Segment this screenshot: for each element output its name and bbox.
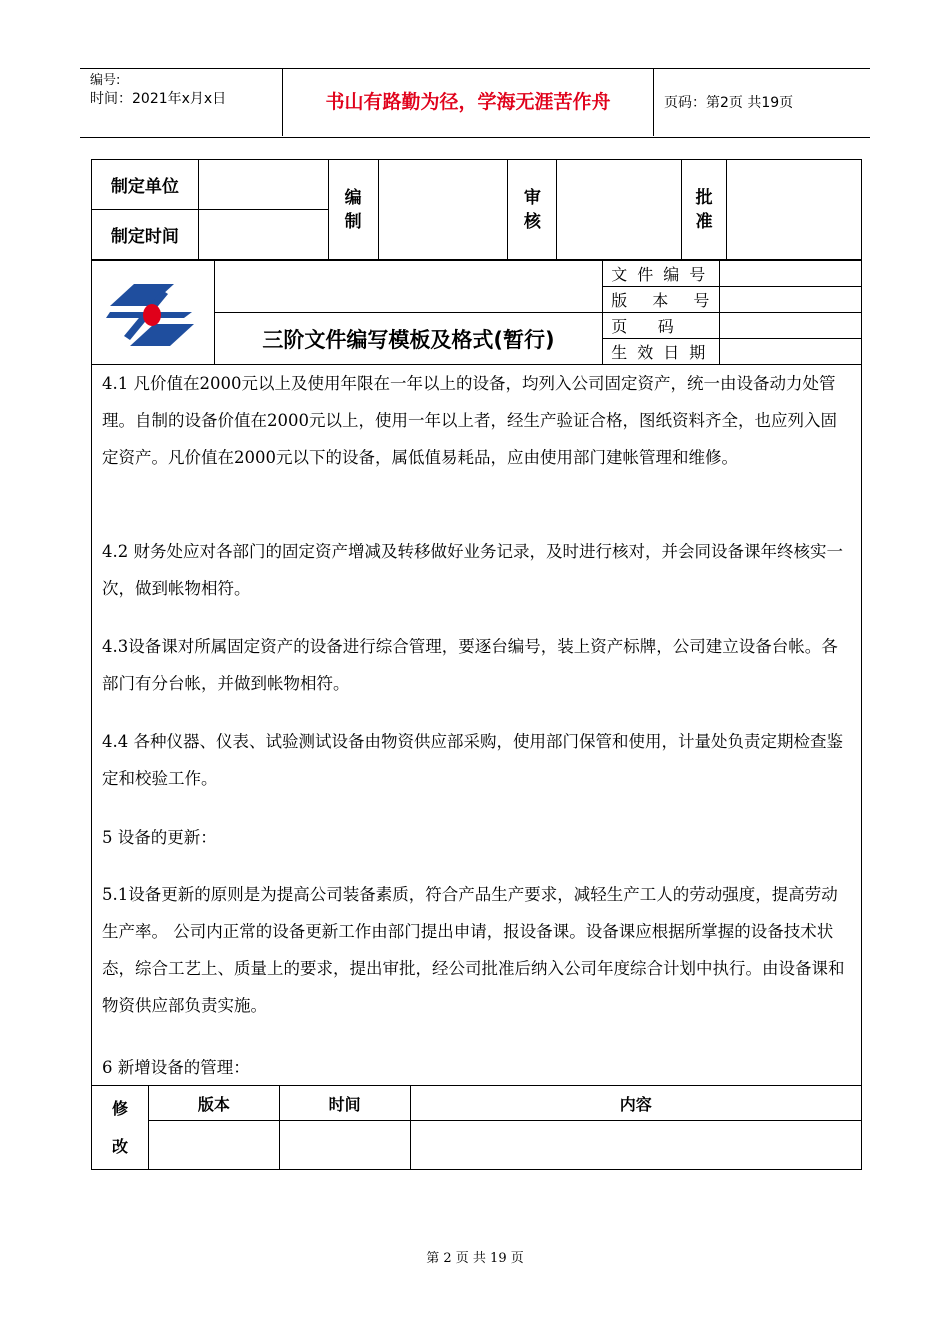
paragraph-4-4: 4.4 各种仪器、仪表、试验测试设备由物资供应部采购，使用部门保管和使用，计量处负责定期检查鉴定和校验工作。 [102,732,843,788]
paragraph-4-1: 4.1 凡价值在2000元以上及使用年限在一年以上的设备，均列入公司固定资产，统一由设备动力处管理。自制的设备价值在2000元以上，使用一年以上者，经生产验证合格，图纸资料齐全，也应列入固定资产。凡价值在2000元以下的设备，属低值易耗品，应由使用部门建帐管理和维修。 [102,374,837,467]
edit-value[interactable] [378,160,508,260]
approval-table [91,159,862,260]
date-label: 时间：2021年x月x日 [90,91,227,107]
section-5-heading: 5 设备的更新： [102,828,217,847]
section-6-heading: 6 新增设备的管理： [102,1058,250,1077]
page-label: 页 码 [603,313,720,339]
review-label: 审 核 [508,160,557,260]
paragraph-4-3: 4.3设备课对所属固定资产的设备进行综合管理，要逐台编号，装上资产标牌，公司建立设备台帐。各部门有分台帐，并做到帐物相符。 [102,637,838,693]
doc-no-label: 编号: [90,73,121,88]
edit-label: 编 制 [328,160,378,260]
content-area [91,365,862,1085]
col-time: 时间 [279,1086,410,1121]
effective-date-value[interactable] [720,339,862,365]
approve-value[interactable] [727,160,862,260]
file-no-label: 文件编号 [603,261,720,287]
header-right [654,68,870,136]
paragraph-5-1: 5.1设备更新的原则是为提高公司装备素质，符合产品生产要求，减轻生产工人的劳动强度，提高劳动生产率。 公司内正常的设备更新工作由部门提出申请，报设备课。设备课应根据所掌握的设备技术状态，综合工艺上、质量上的要求，提出审批，经公司批准后纳入公司年度综合计划中执行。由设备课和物资供应部负责实施。 [102,885,845,1015]
approve-label: 批 准 [682,160,727,260]
doc-title: 三阶文件编写模板及格式(暂行) [214,313,602,365]
docinfo-table [91,260,862,365]
revision-version-cell[interactable] [148,1121,279,1170]
title-top-cell [214,261,602,313]
page-value[interactable] [720,313,862,339]
file-no-value[interactable] [720,261,862,287]
review-value[interactable] [557,160,682,260]
company-logo [104,280,200,350]
revision-time-cell[interactable] [279,1121,410,1170]
revision-table [91,1085,862,1170]
time-label: 制定时间 [92,210,199,260]
effective-date-label: 生效日期 [603,339,720,365]
col-content: 内容 [410,1086,861,1121]
motto: 书山有路勤为径，学海无涯苦作舟 [325,91,611,113]
header-left [80,68,282,136]
revision-label: 修 改 [92,1086,149,1170]
paragraph-4-2: 4.2 财务处应对各部门的固定资产增减及转移做好业务记录，及时进行核对，并会同设备课年终核实一次，做到帐物相符。 [102,542,843,598]
version-label: 版 本 号 [603,287,720,313]
page-footer: 第 2 页 共 19 页 [426,1251,524,1266]
time-value[interactable] [198,210,328,260]
org-label: 制定单位 [92,160,199,210]
page-info: 页码：第2页 共19页 [664,95,794,111]
col-version: 版本 [148,1086,279,1121]
version-value[interactable] [720,287,862,313]
revision-content-cell[interactable] [410,1121,861,1170]
header-motto-cell [282,68,654,136]
org-value[interactable] [198,160,328,210]
